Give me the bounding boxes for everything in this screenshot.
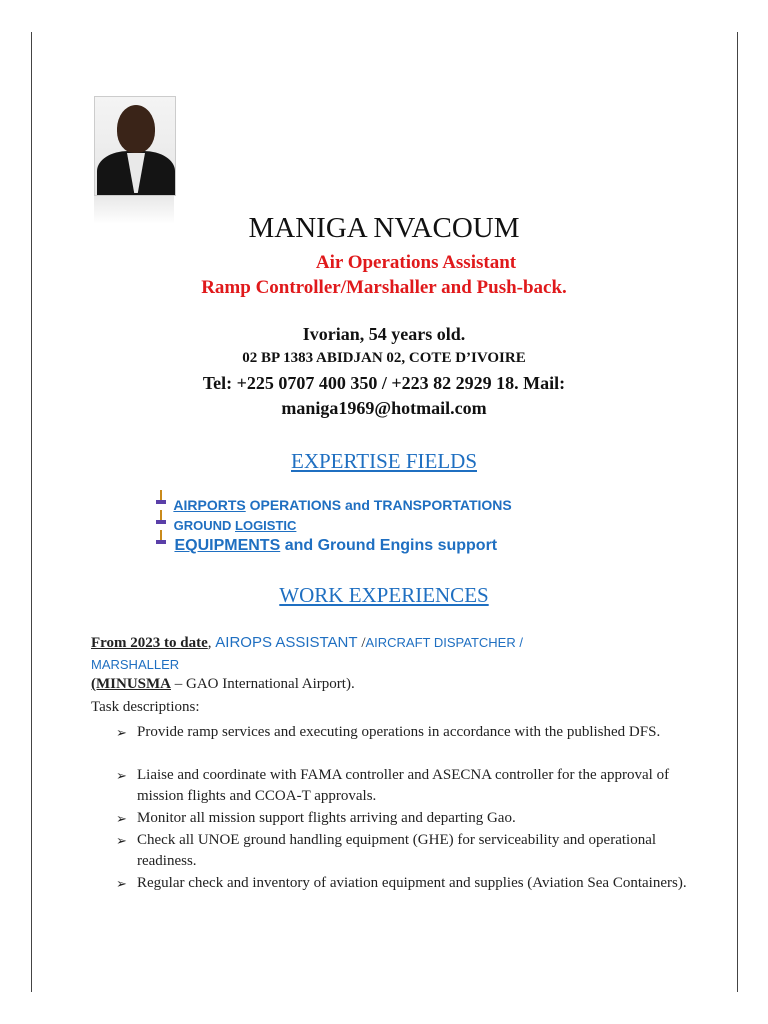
email-address: maniga1969@hotmail.com <box>281 398 487 418</box>
list-item: ➢ Regular check and inventory of aviation equipment and supplies (Aviation Sea Containers). <box>116 873 696 894</box>
work-section-title: WORK EXPERIENCES <box>279 583 489 607</box>
left-margin-line <box>31 32 32 992</box>
arrowhead-bullet-icon: ➢ <box>116 876 127 891</box>
job-organization: (MINUSMA – GAO International Airport). <box>91 676 355 692</box>
expertise-section-title: EXPERTISE FIELDS <box>291 449 477 473</box>
nationality-age: Ivorian, 54 years old. <box>302 324 466 344</box>
role-subtitle: Ramp Controller/Marshaller and Push-back. <box>201 277 567 298</box>
role-title: Air Operations Assistant <box>315 252 517 273</box>
phone-numbers: Tel: +225 0707 400 350 / +223 82 2929 18. Mail: <box>202 373 566 393</box>
candidate-name: MANIGA NVACOUM <box>248 212 520 244</box>
job-heading: From 2023 to date, AIROPS ASSISTANT /AIRCRAFT DISPATCHER / MARSHALLER <box>91 634 523 672</box>
postal-address: 02 BP 1383 ABIDJAN 02, COTE D’IVOIRE <box>242 350 526 366</box>
profile-photo <box>94 96 176 224</box>
arrowhead-bullet-icon: ➢ <box>116 811 127 826</box>
pushpin-bullet-icon <box>156 510 170 527</box>
list-item: ➢ Liaise and coordinate with FAMA controller and ASECNA controller for the approval of mission flights and CCOA-T approvals. <box>116 767 670 804</box>
job-title: MARSHALLER <box>91 657 180 672</box>
arrowhead-bullet-icon: ➢ <box>116 725 127 740</box>
list-item: EQUIPMENTS and Ground Engins support <box>156 536 497 555</box>
list-item: ➢ Check all UNOE ground handling equipment (GHE) for serviceability and operational readiness. <box>116 832 657 869</box>
arrowhead-bullet-icon: ➢ <box>116 768 127 783</box>
right-margin-line <box>737 32 738 992</box>
pushpin-bullet-icon <box>156 490 170 507</box>
list-item: AIRPORTS OPERATIONS and TRANSPORTATIONS <box>156 496 512 513</box>
list-item: ➢ Monitor all mission support flights arriving and departing Gao. <box>116 808 696 829</box>
list-item: ➢ Provide ramp services and executing operations in accordance with the published DFS. <box>116 722 696 743</box>
job-title: AIRCRAFT DISPATCHER / <box>365 635 523 650</box>
list-item: GROUND LOGISTIC <box>156 516 296 533</box>
job-date-range: From 2023 to date <box>91 635 208 651</box>
job-title: AIROPS ASSISTANT <box>215 634 358 651</box>
pushpin-bullet-icon <box>156 530 170 549</box>
task-label: Task descriptions: <box>91 699 200 715</box>
arrowhead-bullet-icon: ➢ <box>116 833 127 848</box>
